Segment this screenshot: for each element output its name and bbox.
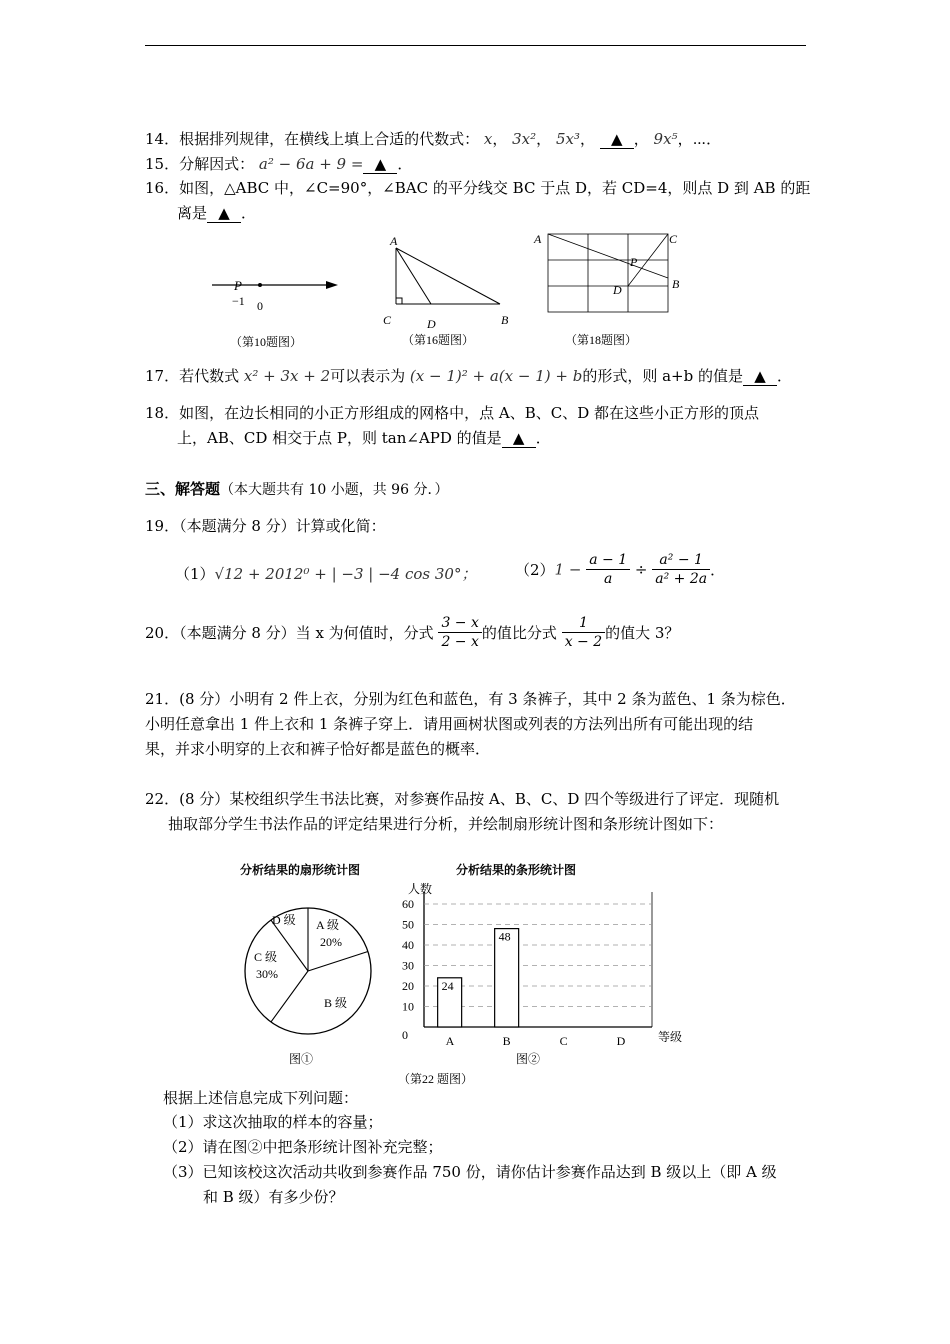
pie-percent-a: 20% xyxy=(320,935,342,949)
x-tick-label: C xyxy=(559,1034,568,1048)
question-21-line3: 果，并求小明穿的上衣和裤子恰好都是蓝色的概率． xyxy=(145,740,491,758)
question-19-part1: （1）√12 + 2012⁰ + | −3 | −4 cos 30°； xyxy=(175,565,477,583)
point-d-label: D xyxy=(427,317,436,331)
tasks-intro: 根据上述信息完成下列问题： xyxy=(163,1089,359,1107)
y-axis-label: 人数 xyxy=(408,882,433,896)
triangle-figure xyxy=(383,234,509,347)
bar-caption: 图② xyxy=(516,1052,541,1066)
y-tick-label: 20 xyxy=(402,979,414,993)
question-16-line2: 离是 ▲ ． xyxy=(177,204,257,222)
fraction: $\frac{a - 1}{a}$ xyxy=(586,551,630,588)
term-5: 9x⁵ xyxy=(653,130,678,148)
bar-chart xyxy=(402,892,652,1048)
question-16: 16．如图，△ABC 中，∠C=90°，∠BAC 的平分线交 BC 于点 D，若 CD=4，则点 D 到 AB 的距 xyxy=(145,179,811,197)
point-d-label: D xyxy=(613,283,622,297)
charts-area xyxy=(220,855,700,1090)
question-15: 15．分解因式： a² − 6a + 9 = ▲ ． xyxy=(145,155,413,173)
fraction: $\frac{3 - x}{2 - x}$ xyxy=(438,614,481,651)
number-line-figure xyxy=(212,278,338,349)
answer-blank[interactable]: ▲ xyxy=(363,155,397,174)
y-tick-label: 50 xyxy=(402,917,414,932)
pie-label-d: D 级 xyxy=(272,913,296,927)
tick-label: −1 xyxy=(232,294,245,308)
question-19-part2: （2）1 − $\frac{a - 1}{a}$ ÷ $\frac{\text{a² − 1}}{\text{a² + 2a}}$ ． xyxy=(515,552,726,587)
answer-blank[interactable]: ▲ xyxy=(600,130,634,149)
question-22-line2: 抽取部分学生书法作品的评定结果进行分析，并绘制扇形统计图和条形统计图如下： xyxy=(168,815,724,833)
pie-label-a: A 级 xyxy=(316,918,340,932)
figure-caption: （第18题图） xyxy=(565,333,638,347)
question-14: 14．根据排列规律，在横线上填上合适的代数式： x， 3x²， 5x³， ▲ ， 9x⁵，⋯． xyxy=(145,130,722,148)
pie-label-c: C 级 xyxy=(254,950,278,964)
pie-label-b: B 级 xyxy=(324,996,348,1010)
y-tick-label: 60 xyxy=(402,897,414,911)
x-tick-label: B xyxy=(502,1034,511,1048)
bar-chart-title: 分析结果的条形统计图 xyxy=(456,863,577,877)
answer-blank[interactable]: ▲ xyxy=(207,204,241,223)
term-3: 5x³ xyxy=(555,130,580,148)
tick-label: 0 xyxy=(257,299,263,313)
bar-data-label: 24 xyxy=(441,978,454,993)
figure-caption: （第10题图） xyxy=(230,335,303,349)
top-rule xyxy=(145,45,806,46)
term-2: 3x² xyxy=(512,130,537,148)
question-22: 22．(8 分）某校组织学生书法比赛，对参赛作品按 A、B、C、D 四个等级进行了评定．现随机 xyxy=(145,790,780,808)
point-b-label: B xyxy=(672,277,680,291)
figure-caption: （第16题图） xyxy=(402,333,475,347)
x-tick-label: D xyxy=(616,1034,626,1048)
task-3-line2: 和 B 级）有多少份？ xyxy=(203,1188,344,1206)
bar-data-label: 48 xyxy=(498,929,511,944)
question-19: 19．（本题满分 8 分）计算或化简： xyxy=(145,517,386,535)
figures-row xyxy=(200,228,700,353)
vertex-b-label: B xyxy=(501,313,509,327)
vertex-c-label: C xyxy=(383,313,392,327)
task-3: （3）已知该校这次活动共收到参赛作品 750 份，请你估计参赛作品达到 B 级以上（即 A 级 xyxy=(163,1163,777,1181)
answer-blank[interactable]: ▲ xyxy=(502,429,536,448)
question-17: 17．若代数式 x² + 3x + 2可以表示为 (x − 1)² + a(x − 1) + b的形式，则 a+b 的值是 ▲ ． xyxy=(145,367,792,385)
pie-caption: 图① xyxy=(289,1052,314,1066)
vertex-a-label: A xyxy=(390,234,398,248)
task-1: （1）求这次抽取的样本的容量； xyxy=(163,1113,383,1131)
question-18: 18．如图，在边长相同的小正方形组成的网格中，点 A、B、C、D 都在这些小正方形的顶点 xyxy=(145,404,759,422)
fraction: $\frac{\text{a² − 1}}{\text{a² + 2a}}$ xyxy=(652,551,710,588)
question-21-line2: 小明任意拿出 1 件上衣和 1 条裤子穿上．请用画树状图或列表的方法列出所有可能出现的结 xyxy=(145,715,754,733)
fraction: $\frac{1}{x - 2}$ xyxy=(562,614,605,651)
point-a-label: A xyxy=(534,232,542,246)
question-18-line2: 上，AB、CD 相交于点 P，则 tan∠APD 的值是 ▲ ． xyxy=(177,429,551,447)
question-20: 20．（本题满分 8 分）当 x 为何值时，分式 $\frac{3 - x}{2 - x}$ 的值比分式 $\frac{1}{x - 2}$ 的值大 3？ xyxy=(145,615,680,650)
task-2: （2）请在图②中把条形统计图补充完整； xyxy=(163,1138,443,1156)
pie-slice-b-edge xyxy=(308,952,368,971)
point-c-label: C xyxy=(669,232,678,246)
term-1: x xyxy=(483,130,493,148)
pie-chart-title: 分析结果的扇形统计图 xyxy=(240,863,361,877)
answer-blank[interactable]: ▲ xyxy=(743,367,777,386)
point-p-label: P xyxy=(630,255,638,269)
section-heading: 三、解答题（本大题共有 10 小题，共 96 分．） xyxy=(145,480,449,498)
figure-caption: （第22 题图） xyxy=(398,1072,474,1086)
x-tick-label: A xyxy=(445,1034,455,1048)
x-axis-label: 等级 xyxy=(658,1030,683,1044)
grid-figure xyxy=(548,234,668,312)
y-tick-label: 0 xyxy=(402,1028,408,1042)
y-tick-label: 10 xyxy=(402,999,414,1014)
point-p-label: P xyxy=(234,278,242,293)
pie-percent-c: 30% xyxy=(256,967,278,981)
y-tick-label: 40 xyxy=(402,938,414,952)
question-21: 21．(8 分）小明有 2 件上衣，分别为红色和蓝色，有 3 条裤子，其中 2 条为蓝色、1 条为棕色． xyxy=(145,690,796,708)
y-tick-label: 30 xyxy=(402,958,414,973)
